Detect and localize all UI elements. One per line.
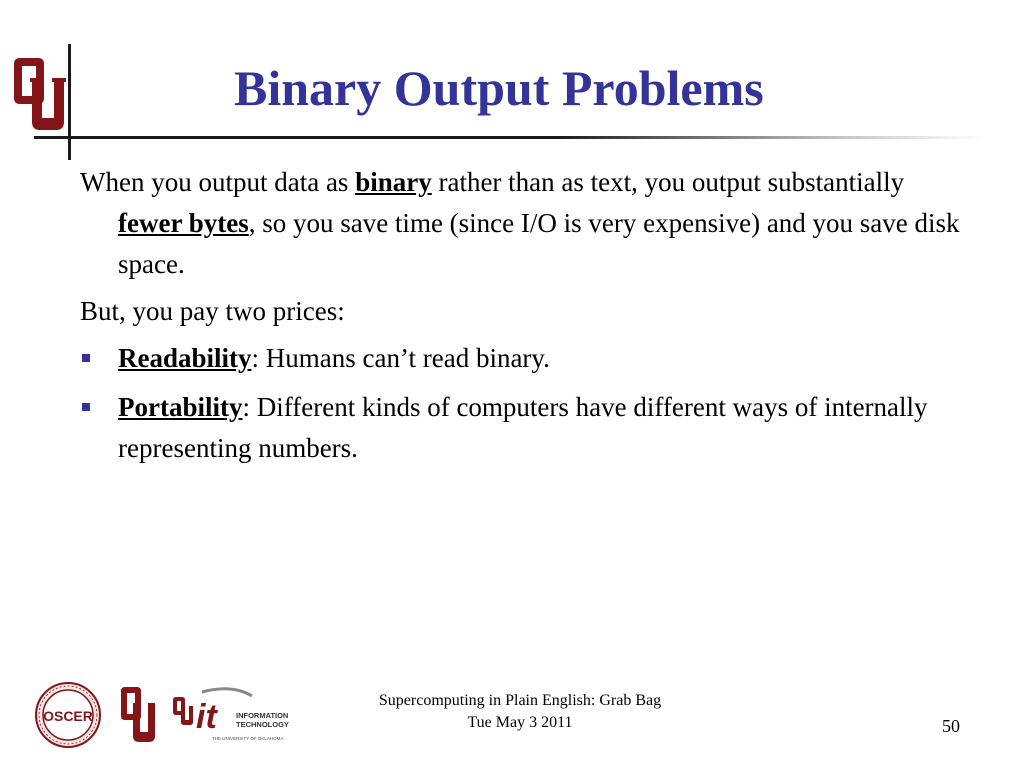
- ou-logo-icon: [10, 56, 68, 134]
- header-vertical-rule: [68, 44, 71, 160]
- paragraph-text: , so you save time (since I/O is very expensive) and you save disk space.: [118, 208, 960, 279]
- square-bullet-icon: [82, 403, 90, 411]
- footer-course-title: Supercomputing in Plain English: Grab Bag: [378, 692, 662, 709]
- bullet-text: : Different kinds of computers have different ways of internally representing numbers.: [118, 392, 928, 463]
- square-bullet-icon: [82, 354, 90, 362]
- paragraph-two-prices: But, you pay two prices:: [80, 296, 345, 326]
- oscer-logo-text: OSCER: [43, 708, 93, 724]
- oscer-seal-icon: [36, 683, 100, 747]
- paragraph-text: When you output data as: [80, 167, 356, 197]
- header-horizontal-rule: [34, 136, 984, 139]
- ou-logo-icon: [121, 687, 155, 742]
- term-portability: Portability: [118, 392, 243, 422]
- footer-text: [300, 690, 740, 734]
- list-item-portability: [80, 387, 960, 469]
- footer-logos: [24, 680, 294, 750]
- term-fewer-bytes: fewer bytes: [118, 208, 249, 238]
- it-logo-line3: THE UNIVERSITY OF OKLAHOMA: [212, 736, 284, 741]
- footer-date: Tue May 3 2011: [467, 714, 573, 731]
- ou-it-logo-icon: [173, 689, 289, 741]
- page-number: 50: [942, 716, 960, 736]
- slide-title: Binary Output Problems: [234, 60, 764, 116]
- slide-body: [80, 162, 960, 477]
- paragraph-text: rather than as text, you output substantially: [431, 167, 905, 197]
- term-readability: Readability: [118, 343, 252, 373]
- list-item-readability: [80, 338, 960, 379]
- it-logo-line1: INFORMATION: [236, 711, 289, 720]
- bullet-text: : Humans can’t read binary.: [251, 343, 550, 373]
- paragraph-binary-benefits: [80, 162, 960, 285]
- it-logo-text: it: [196, 698, 217, 736]
- term-binary: binary: [355, 167, 432, 197]
- it-logo-line2: TECHNOLOGY: [236, 720, 289, 729]
